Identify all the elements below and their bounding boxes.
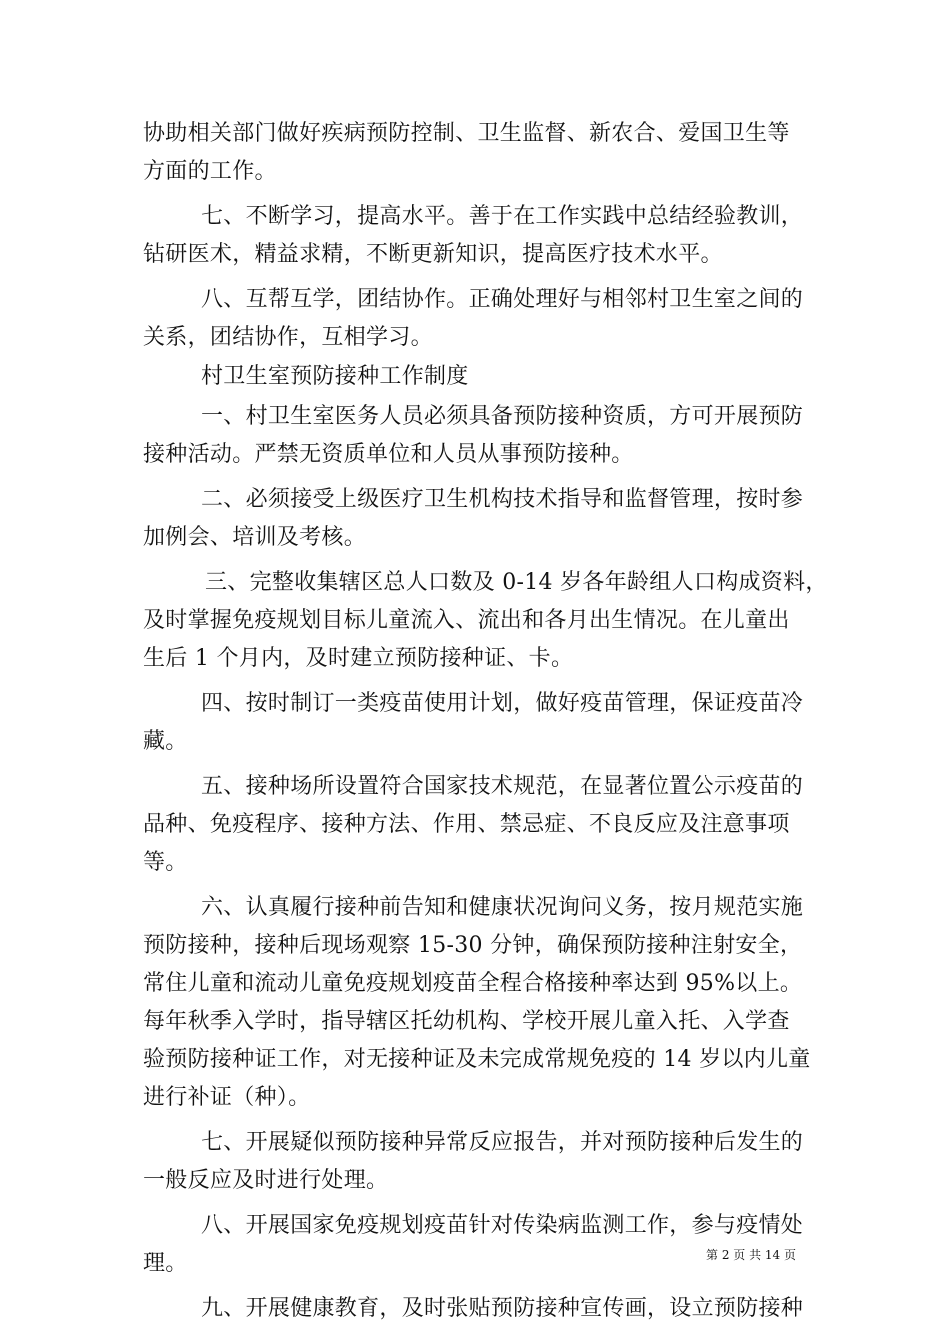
text-line: 每年秋季入学时，指导辖区托幼机构、学校开展儿童入托、入学查 — [143, 1009, 790, 1034]
text-line: 生后 1 个月内，及时建立预防接种证、卡。 — [143, 646, 574, 671]
text-line: 三、完整收集辖区总人口数及 0-14 岁各年龄组人口构成资料， — [205, 570, 828, 595]
text-line: 等。 — [143, 850, 188, 875]
text-line: 一般反应及时进行处理。 — [143, 1168, 389, 1193]
text-line: 七、开展疑似预防接种异常反应报告，并对预防接种后发生的 — [201, 1130, 804, 1155]
text-line: 品种、免疫程序、接种方法、作用、禁忌症、不良反应及注意事项 — [143, 812, 790, 837]
text-line: 加例会、培训及考核。 — [143, 525, 367, 550]
text-line: 藏。 — [143, 729, 188, 754]
text-line: 八、互帮互学，团结协作。正确处理好与相邻村卫生室之间的 — [201, 287, 804, 312]
text-line: 协助相关部门做好疾病预防控制、卫生监督、新农合、爱国卫生等 — [143, 121, 790, 146]
text-line: 验预防接种证工作，对无接种证及未完成常规免疫的 14 岁以内儿童 — [143, 1047, 811, 1072]
text-line: 四、按时制订一类疫苗使用计划，做好疫苗管理，保证疫苗冷 — [201, 691, 804, 716]
text-line: 九、开展健康教育，及时张贴预防接种宣传画，设立预防接种 — [201, 1296, 804, 1321]
section-heading: 村卫生室预防接种工作制度 — [201, 364, 469, 389]
text-line: 钻研医术，精益求精，不断更新知识，提高医疗技术水平。 — [143, 242, 723, 267]
text-line: 进行补证（种）。 — [143, 1085, 311, 1110]
text-line: 二、必须接受上级医疗卫生机构技术指导和监督管理，按时参 — [201, 487, 804, 512]
text-line: 常住儿童和流动儿童免疫规划疫苗全程合格接种率达到 95%以上。 — [143, 971, 803, 996]
page-number: 第 2 页 共 14 页 — [706, 1248, 796, 1262]
text-line: 关系，团结协作，互相学习。 — [143, 325, 433, 350]
text-line: 理。 — [143, 1251, 188, 1276]
text-line: 及时掌握免疫规划目标儿童流入、流出和各月出生情况。在儿童出 — [143, 608, 790, 633]
text-line: 接种活动。严禁无资质单位和人员从事预防接种。 — [143, 442, 634, 467]
text-line: 八、开展国家免疫规划疫苗针对传染病监测工作，参与疫情处 — [201, 1213, 804, 1238]
text-line: 五、接种场所设置符合国家技术规范，在显著位置公示疫苗的 — [201, 774, 804, 799]
text-line: 方面的工作。 — [143, 159, 277, 184]
text-line: 预防接种，接种后现场观察 15-30 分钟，确保预防接种注射安全， — [143, 933, 803, 958]
text-line: 六、认真履行接种前告知和健康状况询问义务，按月规范实施 — [201, 895, 804, 920]
text-line: 七、不断学习，提高水平。善于在工作实践中总结经验教训， — [201, 204, 804, 229]
text-line: 一、村卫生室医务人员必须具备预防接种资质，方可开展预防 — [201, 404, 804, 429]
